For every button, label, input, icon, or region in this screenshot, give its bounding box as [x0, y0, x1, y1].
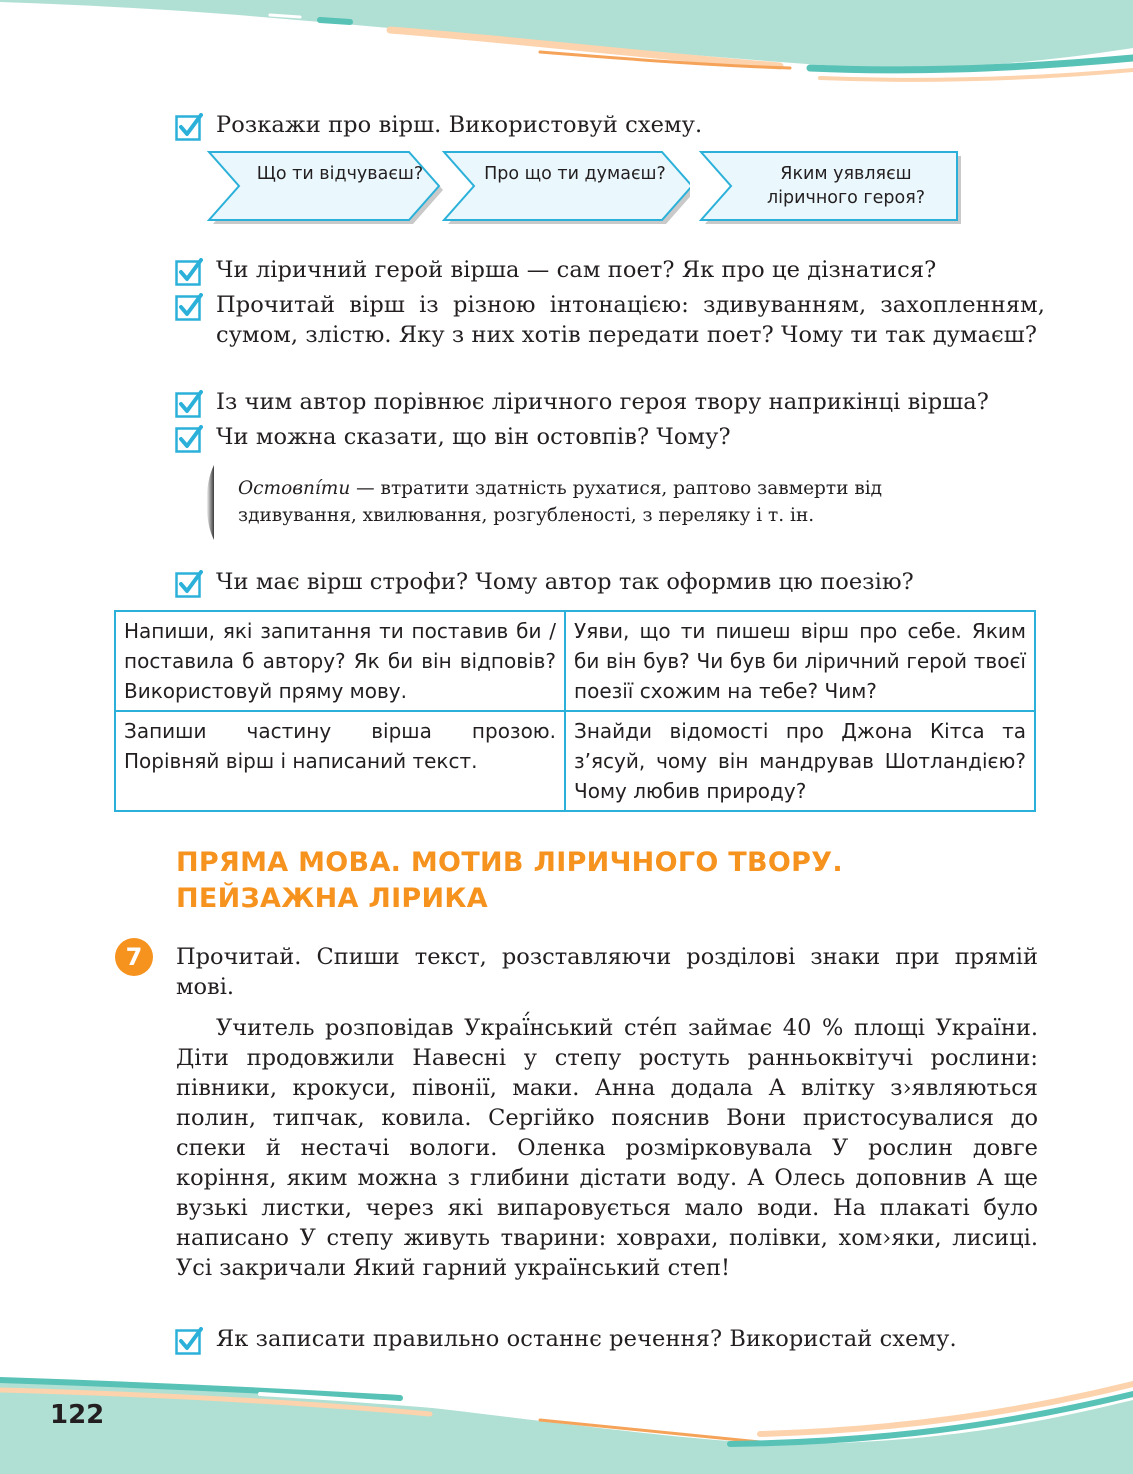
answer-scheme — [205, 150, 965, 230]
task-text: Прочитай вірш із різною інтонацією: здивуванням, захопленням, сумом, злістю. Яку з них хотів передати поет? Чому ти так думаєш? — [216, 292, 1045, 348]
definition-note — [200, 465, 1000, 540]
table-cell: Напиши, які запитання ти поставив би / поставила б автору? Як би він відповів? Використовуй пряму мову. — [115, 611, 565, 711]
checkbox-check-icon — [175, 258, 203, 286]
exercise-text: Учитель розповідав Украї́нський сте́п займає 40 % площі України. Діти продовжили Навесні у степу ростуть ранньоквітучі рослини: півники, крокуси, півонії, маки. Анна додала А влітку з›являються полин, типчак, ковила. Сергійко пояснив Вони пристосувалися до спеки й нестачі вологи. Оленка розмірковувала У рослин довге коріння, яким можна з глибини дістати воду. А Олесь доповнив А ще вузькі листки, через які випаровується мало води. На плакаті було написано У степу живуть тварини: ховрахи, полівки, хом›яки, лисиці. Усі закричали Який гарний український степ! — [176, 1015, 1038, 1281]
scheme-step-label: Яким уявляєш ліричного героя? — [766, 164, 926, 208]
scheme-step-thoughts — [440, 150, 700, 230]
checkbox-check-icon — [175, 425, 203, 453]
table-row — [115, 611, 1035, 711]
task-text: Чи має вірш строфи? Чому автор так оформив цю поезію? — [216, 569, 914, 595]
task-comparison — [175, 387, 1045, 417]
section-heading — [176, 845, 976, 917]
definition-text — [238, 475, 978, 529]
note-shadow-bar — [200, 465, 214, 540]
checkbox-check-icon — [175, 113, 203, 141]
task-text: Чи ліричний герой вірша — сам поет? Як про це дізнатися? — [216, 257, 937, 283]
definition-body: — втратити здатність рухатися, раптово завмерти від здивування, хвилювання, розгубленості, з переляку і т. ін. — [238, 478, 883, 526]
table-cell: Знайди відомості про Джона Кітса та з’ясуй, чому він мандрував Шотландією? Чому любив природу? — [565, 711, 1035, 811]
task-lyrical-hero — [175, 255, 1045, 285]
scheme-step-label: Що ти відчуваєш? — [256, 164, 424, 184]
scheme-step-label: Про що ти думаєш? — [484, 164, 666, 184]
top-wave-decoration — [0, 0, 1133, 110]
exercise-number-badge: 7 — [115, 938, 153, 976]
definition-term: Остовпíти — [238, 478, 351, 499]
task-text: Чи можна сказати, що він остовпів? Чому? — [216, 424, 731, 450]
task-tell-about-poem — [175, 110, 1045, 140]
checkbox-check-icon — [175, 293, 203, 321]
checkbox-check-icon — [175, 1327, 203, 1355]
scheme-step-hero — [697, 150, 965, 230]
page-number: 122 — [50, 1400, 105, 1430]
task-text: Із чим автор порівнює ліричного героя твору наприкінці вірша? — [216, 389, 989, 415]
checkbox-check-icon — [175, 390, 203, 418]
table-cell: Уяви, що ти пишеш вірш про себе. Яким би він був? Чи був би ліричний герой твоєї поезії схожим на тебе? Чим? — [565, 611, 1035, 711]
table-cell: Запиши частину вірша прозою. Порівняй вірш і написаний текст. — [115, 711, 565, 811]
task-stanzas — [175, 567, 1045, 597]
task-intonation — [175, 290, 1045, 350]
scheme-step-feelings — [205, 150, 465, 230]
task-last-sentence — [175, 1324, 1045, 1354]
section-heading-line1: ПРЯМА МОВА. МОТИВ ЛІРИЧНОГО ТВОРУ. — [176, 847, 843, 878]
task-text: Як записати правильно останнє речення? Використай схему. — [216, 1326, 957, 1352]
task-choice-table — [114, 610, 1036, 812]
section-heading-line2: ПЕЙЗАЖНА ЛІРИКА — [176, 883, 488, 914]
task-text: Розкажи про вірш. Використовуй схему. — [216, 112, 703, 138]
task-stunned — [175, 422, 1045, 452]
checkbox-check-icon — [175, 570, 203, 598]
bottom-wave-decoration — [0, 1370, 1133, 1474]
table-row — [115, 711, 1035, 811]
exercise-instruction: Прочитай. Спиши текст, розставляючи розділові знаки при прямій мові. — [176, 944, 1038, 1000]
